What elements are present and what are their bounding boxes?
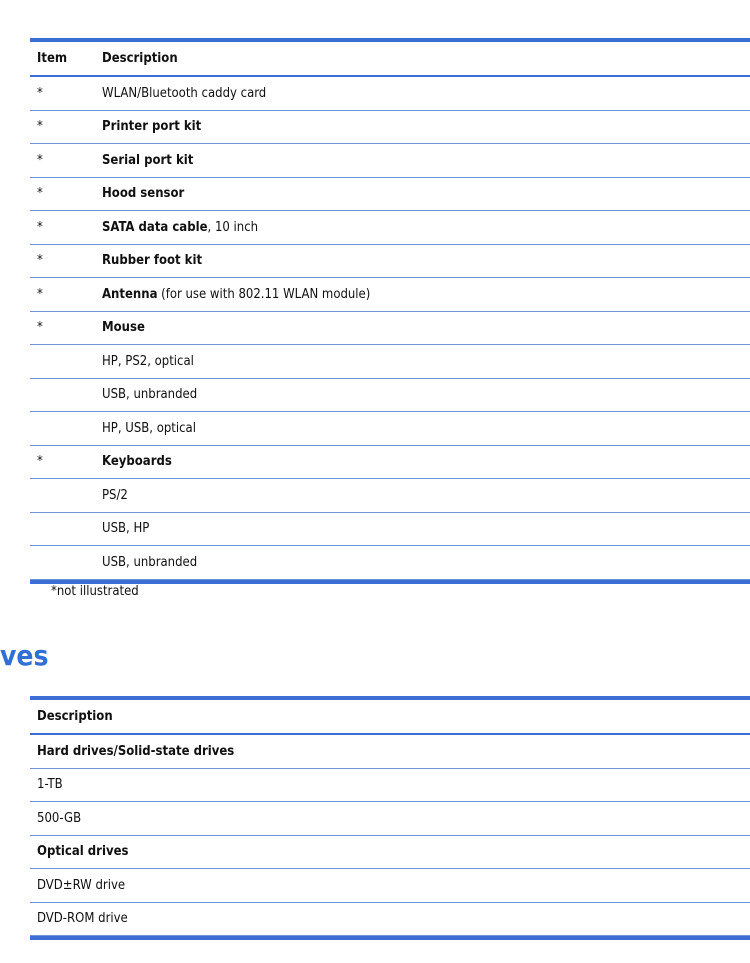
drive-description-cell: DVD±RW drive bbox=[37, 877, 126, 893]
drive-description-cell: DVD-ROM drive bbox=[37, 911, 128, 927]
description-bold-text: SATA data cable bbox=[102, 219, 208, 235]
drives-row bbox=[30, 769, 750, 803]
drive-description-cell: Optical drives bbox=[37, 844, 129, 860]
description-bold-text: Rubber foot kit bbox=[102, 253, 203, 269]
footnote: *not illustrated bbox=[51, 584, 139, 599]
drive-description-cell: 1-TB bbox=[37, 777, 63, 793]
description-cell bbox=[102, 220, 258, 235]
table-row bbox=[30, 278, 750, 312]
description-text: HP, PS2, optical bbox=[102, 353, 194, 369]
table-row bbox=[30, 211, 750, 245]
description-text: PS/2 bbox=[102, 487, 128, 503]
drives-row bbox=[30, 836, 750, 870]
description-text: USB, unbranded bbox=[102, 554, 198, 570]
description-text: USB, unbranded bbox=[102, 387, 198, 403]
item-cell: * bbox=[37, 152, 43, 168]
description-cell bbox=[102, 555, 197, 570]
table-row bbox=[30, 446, 750, 480]
description-cell bbox=[102, 119, 201, 134]
section-heading: ves bbox=[0, 639, 49, 672]
item-cell: * bbox=[37, 286, 43, 302]
description-cell bbox=[102, 521, 149, 536]
description-cell bbox=[102, 454, 172, 469]
description-cell bbox=[102, 387, 197, 402]
table-row bbox=[30, 345, 750, 379]
drives-row bbox=[30, 735, 750, 769]
item-cell: * bbox=[37, 253, 43, 269]
item-cell: * bbox=[37, 320, 43, 336]
description-cell bbox=[102, 320, 145, 335]
description-text: USB, HP bbox=[102, 521, 150, 537]
table-row bbox=[30, 513, 750, 547]
table-row bbox=[30, 245, 750, 279]
description-text: HP, USB, optical bbox=[102, 420, 196, 436]
item-cell: * bbox=[37, 85, 43, 101]
description-text: , 10 inch bbox=[207, 219, 259, 235]
misc-parts-table bbox=[30, 38, 750, 584]
table-row bbox=[30, 546, 750, 580]
description-cell bbox=[102, 186, 184, 201]
item-cell: * bbox=[37, 186, 43, 202]
table-row bbox=[30, 479, 750, 513]
drives-description-header: Description bbox=[37, 709, 113, 724]
description-cell bbox=[102, 287, 370, 302]
table-row bbox=[30, 144, 750, 178]
description-bold-text: Serial port kit bbox=[102, 152, 194, 168]
item-cell: * bbox=[37, 219, 43, 235]
description-cell bbox=[102, 421, 196, 436]
item-cell: * bbox=[37, 119, 43, 135]
table-row bbox=[30, 111, 750, 145]
item-column-header: Item bbox=[37, 51, 68, 66]
table-header-row bbox=[30, 42, 750, 77]
drives-row bbox=[30, 903, 750, 937]
item-cell: * bbox=[37, 454, 43, 470]
description-bold-text: Antenna bbox=[102, 286, 158, 302]
description-bold-text: Printer port kit bbox=[102, 119, 202, 135]
description-cell bbox=[102, 253, 202, 268]
drives-row bbox=[30, 802, 750, 836]
description-bold-text: Mouse bbox=[102, 320, 145, 336]
drives-table bbox=[30, 696, 750, 940]
description-column-header: Description bbox=[102, 51, 178, 66]
description-cell bbox=[102, 488, 128, 503]
table-row bbox=[30, 412, 750, 446]
drives-header-row bbox=[30, 700, 750, 735]
table-row bbox=[30, 312, 750, 346]
description-bold-text: Hood sensor bbox=[102, 186, 185, 202]
description-text: WLAN/Bluetooth caddy card bbox=[102, 85, 267, 101]
table-row bbox=[30, 77, 750, 111]
table-row bbox=[30, 379, 750, 413]
description-cell bbox=[102, 86, 266, 101]
table-row bbox=[30, 178, 750, 212]
description-cell bbox=[102, 153, 193, 168]
description-bold-text: Keyboards bbox=[102, 454, 172, 470]
drives-row bbox=[30, 869, 750, 903]
drive-description-cell: Hard drives/Solid-state drives bbox=[37, 743, 235, 759]
description-text: (for use with 802.11 WLAN module) bbox=[157, 286, 371, 302]
description-cell bbox=[102, 354, 194, 369]
drive-description-cell: 500-GB bbox=[37, 810, 82, 826]
